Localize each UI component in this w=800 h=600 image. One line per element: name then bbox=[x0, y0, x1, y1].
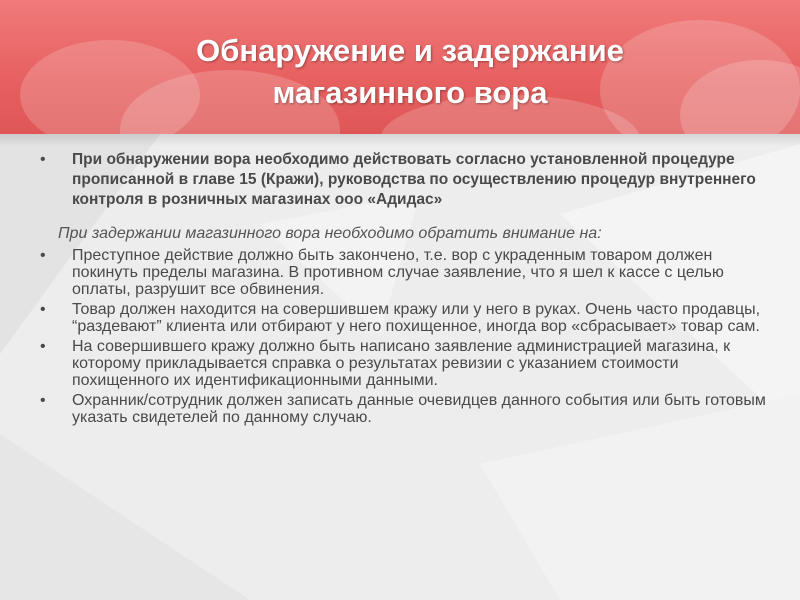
bullet-marker: • bbox=[40, 392, 46, 409]
main-bullet-text: При обнаружении вора необходимо действовать согласно установленной процедуре прописанной в главе 15 (Кражи), руководства по осуществлению процедур внутреннего контроля в розничных магазинах ооо «Адидас» bbox=[72, 151, 756, 208]
bullet-item-main bbox=[40, 150, 780, 210]
slide-title-line2: магазинного вора bbox=[272, 75, 548, 110]
list-item-text: Преступное действие должно быть закончено, т.е. вор с украденным товаром должен покинуть пределы магазина. В противном случае заявление, что я шел к кассе с целью оплаты, разрушит все обвинения. bbox=[72, 247, 724, 298]
slide-content bbox=[40, 150, 780, 426]
bullet-marker: • bbox=[40, 151, 46, 168]
intro-text: При задержании магазинного вора необходимо обратить внимание на: bbox=[58, 225, 602, 242]
bullet-list bbox=[40, 247, 780, 426]
banner-shadow bbox=[0, 134, 800, 146]
list-item-text: Товар должен находится на совершившем кражу или у него в руках. Очень часто продавцы, “раздевают” клиента или отбирают у него похищенное, иногда вор «сбрасывает» товар сам. bbox=[72, 301, 761, 335]
title-banner bbox=[0, 0, 800, 134]
list-item-text: На совершившего кражу должно быть написано заявление администрацией магазина, к которому прикладывается справка о результатах ревизии с указанием стоимости похищенного их идентификационными данными. bbox=[72, 338, 731, 389]
slide-title-line1: Обнаружение и задержание bbox=[196, 33, 624, 68]
list-item bbox=[40, 392, 780, 426]
bullet-marker: • bbox=[40, 301, 46, 318]
list-item bbox=[40, 301, 780, 335]
list-item bbox=[40, 338, 780, 389]
list-item-text: Охранник/сотрудник должен записать данные очевидцев данного события или быть готовым указать свидетелей по данному случаю. bbox=[72, 392, 766, 426]
slide-title bbox=[150, 30, 670, 114]
bullet-marker: • bbox=[40, 247, 46, 264]
list-item bbox=[40, 247, 780, 298]
bullet-marker: • bbox=[40, 338, 46, 355]
